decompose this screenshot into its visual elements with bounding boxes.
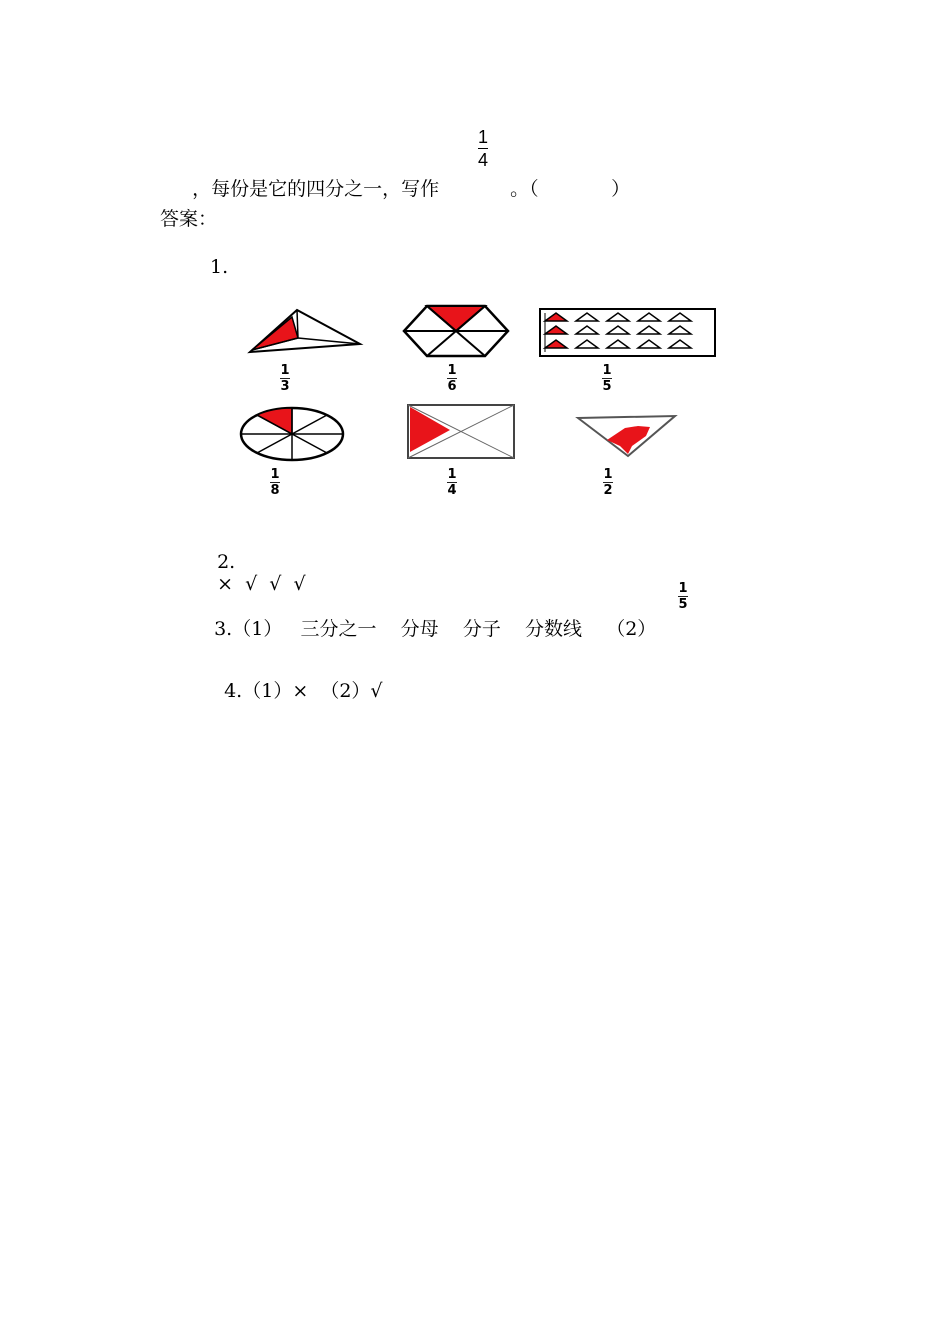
figure-triangle bbox=[250, 310, 360, 352]
figure-obtuse-triangle bbox=[578, 416, 675, 456]
figure-label-1-3: 1 3 bbox=[280, 363, 290, 394]
small-triangle bbox=[638, 340, 660, 348]
figure-rectangle bbox=[408, 405, 514, 458]
answer-3-item: 三分之一 bbox=[300, 618, 377, 640]
small-triangle bbox=[576, 326, 598, 334]
small-triangle bbox=[638, 313, 660, 321]
small-triangle bbox=[607, 340, 629, 348]
small-triangle bbox=[638, 326, 660, 334]
shaded-small-triangle bbox=[545, 313, 567, 321]
answer-3-part2: （2） bbox=[606, 618, 657, 640]
small-triangle bbox=[576, 340, 598, 348]
small-triangle bbox=[607, 326, 629, 334]
answer-3-label: 3. bbox=[214, 618, 233, 640]
answer-3-item: 分数线 bbox=[525, 618, 583, 640]
answer-1-label: 1. bbox=[210, 256, 229, 278]
figure-triangles-grid bbox=[540, 309, 715, 356]
question-text: ，每份是它的四分之一，写作 bbox=[192, 178, 440, 200]
small-triangle bbox=[669, 326, 691, 334]
answer-4-text: （1）× （2）√ bbox=[242, 680, 383, 702]
answer-3-fraction: 1 5 bbox=[678, 581, 688, 612]
answer-3-part1: （1） bbox=[232, 618, 283, 640]
figure-label-1-4: 1 4 bbox=[447, 467, 457, 498]
answer-3-item: 分母 bbox=[400, 618, 439, 640]
fraction-numerator: 1 bbox=[478, 127, 489, 147]
answer-2 bbox=[205, 529, 306, 595]
figure-label-1-6: 1 6 bbox=[447, 363, 457, 394]
figure-label-1-5: 1 5 bbox=[602, 363, 612, 394]
answer-2-label: 2. bbox=[217, 551, 236, 573]
figure-hexagon bbox=[404, 306, 508, 356]
answer-heading: 答案： bbox=[160, 208, 218, 230]
small-triangle bbox=[669, 340, 691, 348]
figure-label-1-2: 1 2 bbox=[603, 467, 613, 498]
shaded-small-triangle bbox=[545, 326, 567, 334]
answer-3 bbox=[202, 592, 656, 641]
answer-4-label: 4. bbox=[224, 680, 243, 702]
figure-label-1-8: 1 8 bbox=[270, 467, 280, 498]
fraction-denominator: 4 bbox=[478, 150, 489, 170]
answer-4 bbox=[212, 654, 383, 703]
small-triangle bbox=[607, 313, 629, 321]
small-triangle bbox=[576, 313, 598, 321]
shaded-small-triangle bbox=[545, 340, 567, 348]
answer-2-marks: × √ √ √ bbox=[217, 573, 306, 595]
small-triangle bbox=[669, 313, 691, 321]
question-tail-text: 。（ ） bbox=[510, 178, 631, 200]
answer-3-item: 分子 bbox=[462, 618, 501, 640]
figure-ellipse bbox=[241, 408, 343, 460]
